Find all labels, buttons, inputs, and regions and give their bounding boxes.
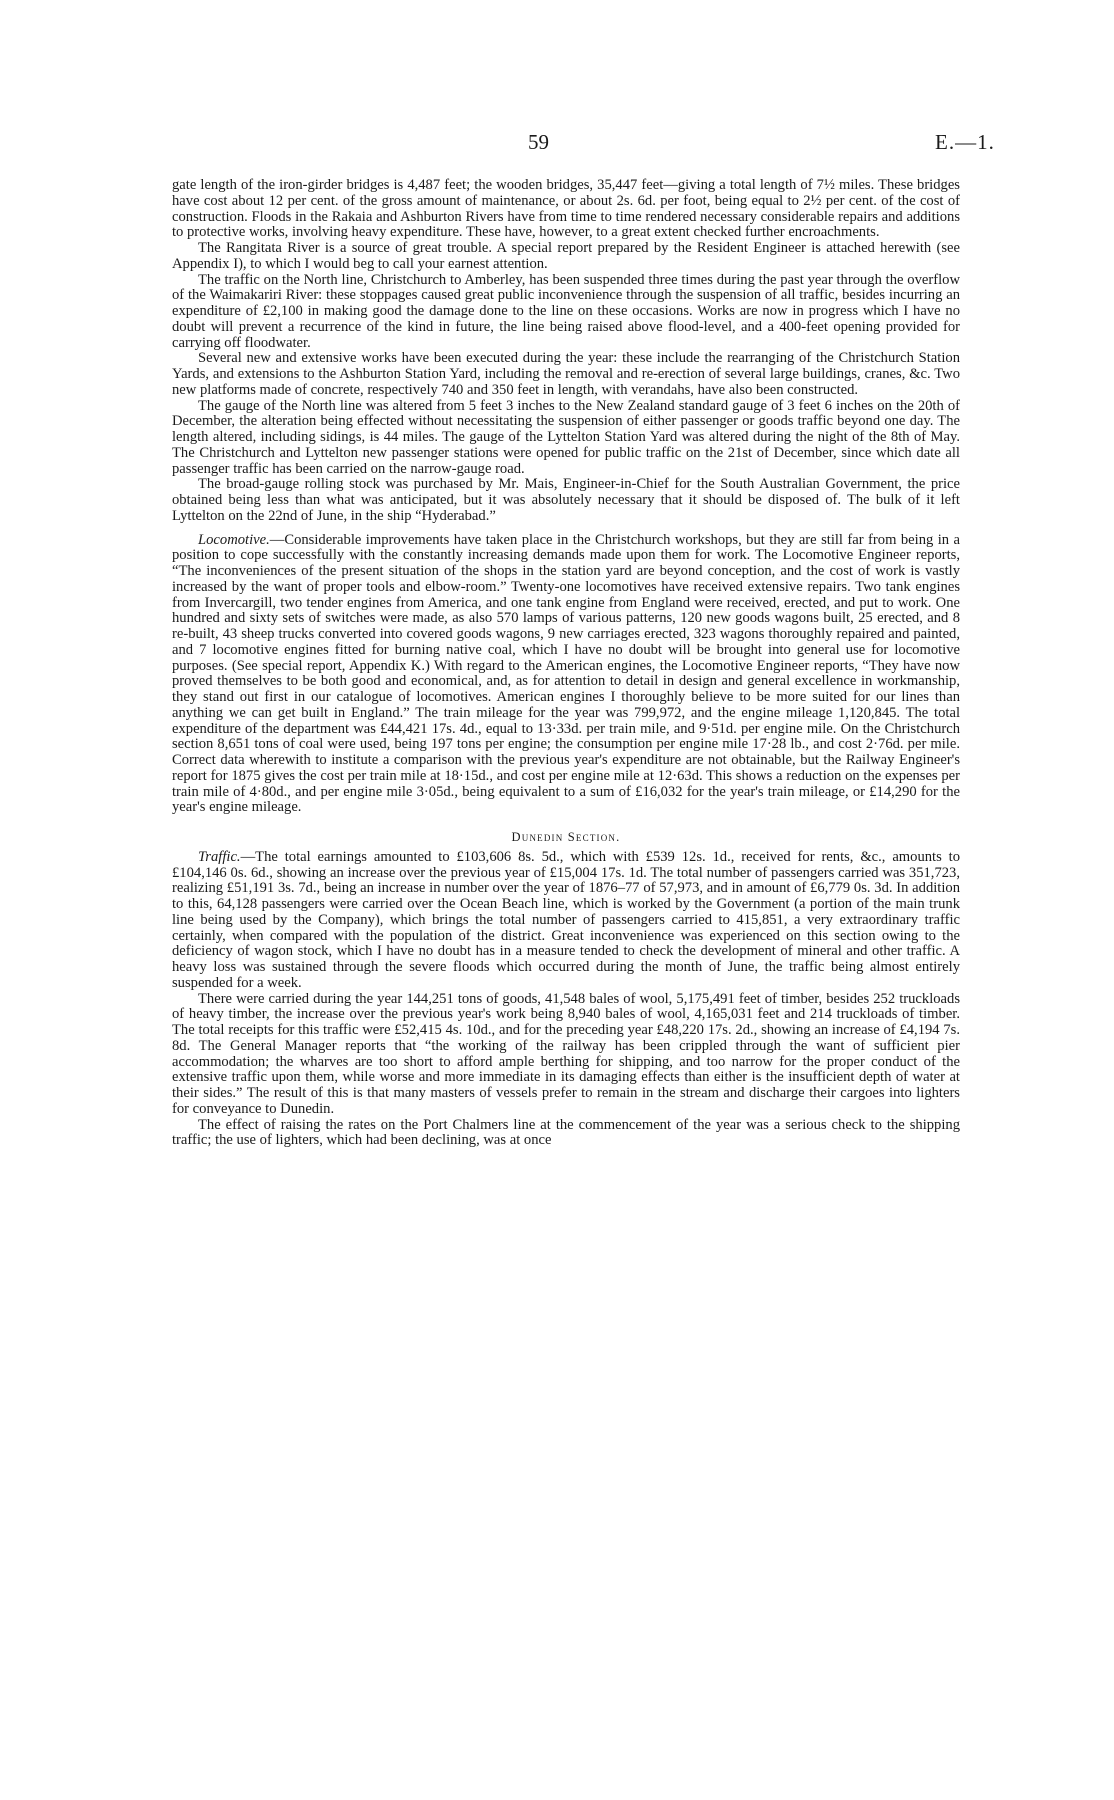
paragraph-new-works: Several new and extensive works have been executed during the year: these include the rearranging of the Christchurch Station Yards, and extensions to the Ashburton Station Yard, including the removal and re-erection of several large buildings, cranes, &c. Two new platforms made of concrete, respectively 740 and 350 feet in length, with verandahs, have also been constructed. [172,350,960,398]
paragraph-traffic: Traffic.—The total earnings amounted to £103,606 8s. 5d., which with £539 12s. 1d., received for rents, &c., amounts to £104,146 0s. 6d., showing an increase over the previous year of £15,004 17s. 1d. The total number of passengers carried was 351,723, realizing £51,191 3s. 7d., being an increase in number over the year of 1876–77 of 57,973, and in amount of £6,779 0s. 3d. In addition to this, 64,128 passengers were carried over the Ocean Beach line, which is worked by the Government (a portion of the main trunk line being used by the Company), which brings the total number of passengers carried to 415,851, a very extraordinary traffic certainly, when compared with the population of the district. Great inconvenience was experienced on this section owing to the deficiency of wagon stock, which I have no doubt has in a measure tended to check the development of mineral and other traffic. A heavy loss was sustained through the severe floods which occurred during the month of June, the traffic being almost entirely suspended for a week. [172,848,960,991]
paragraph-port-chalmers: The effect of raising the rates on the Port Chalmers line at the commencement of the year was a serious check to the shipping traffic; the use of lighters, which had been declining, was at once [172,1116,960,1149]
paragraph-goods: There were carried during the year 144,251 tons of goods, 41,548 bales of wool, 5,175,491 feet of timber, besides 252 truckloads of heavy timber, the increase over the previous year's work being 8,940 bales of wool, 4,165,031 feet and 214 truckloads of timber. The total receipts for this traffic were £52,415 4s. 10d., and for the preceding year £48,220 17s. 2d., showing an increase of £4,194 7s. 8d. The General Manager reports that “the working of the railway has been crippled through the want of sufficient pier accommodation; the wharves are too short to afford ample berthing for shipping, and too narrow for the proper conduct of the extensive traffic upon them, while worse and more immediate in its damaging effects than either is the insufficient depth of water at their sides.” The result of this is that many masters of vessels prefer to remain in the stream and discharge their cargoes into lighters for conveyance to Dunedin. [172,990,960,1117]
paragraph-north-line: The traffic on the North line, Christchurch to Amberley, has been suspended three times during the past year through the overflow of the Waimakariri River: these stoppages caused great public inconvenience through the suspension of all traffic, besides incurring an expenditure of £2,100 in making good the damage done to the line on these occasions. Works are now in progress which I have no doubt will prevent a recurrence of the kind in future, the line being raised above flood-level, and a 400-feet opening provided for carrying off floodwater. [172,271,960,351]
paragraph-rangitata: The Rangitata River is a source of great trouble. A special report prepared by the Resident Engineer is attached herewith (see Appendix I), to which I would beg to call your earnest attention. [172,240,960,272]
paragraph-locomotive: Locomotive.—Considerable improvements have taken place in the Christchurch workshops, but they are still far from being in a position to cope successfully with the constantly increasing demands made upon them for work. The Locomotive Engineer reports, “The inconveniences of the present situation of the shops in the station yard are beyond conception, and the cost of work is vastly increased by the want of proper tools and elbow-room.” Twenty-one locomotives have received extensive repairs. Two tank engines from Invercargill, two tender engines from America, and one tank engine from England were received, erected, and put to work. One hundred and sixty sets of switches were made, as also 570 lamps of various patterns, 120 new goods wagons built, 25 erected, and 8 re-built, 43 sheep trucks converted into covered goods wagons, 9 new carriages erected, 323 wagons thoroughly repaired and painted, and 7 locomotive engines fitted for burning native coal, which I have no doubt will be brought into general use for locomotive purposes. (See special report, Appendix K.) With regard to the American engines, the Locomotive Engineer reports, “They have now proved themselves to be both good and economical, and, as for attention to detail in design and general excellence in workmanship, they stand out first in our catalogue of locomotives. American engines I thoroughly believe to be more suited for our lines than anything we can get built in England.” The train mileage for the year was 799,972, and the engine mileage 1,120,845. The total expenditure of the department was £44,421 17s. 4d., equal to 13·33d. per train mile, and 9·51d. per engine mile. On the Christchurch section 8,651 tons of coal were used, being 197 tons per engine; the consumption per engine mile 17·28 lb., and cost 2·76d. per mile. Correct data wherewith to institute a comparison with the previous year's expenditure are not obtainable, but the Railway Engineer's report for 1875 gives the cost per train mile at 18·15d., and cost per engine mile at 12·63d. This shows a reduction on the expenses per train mile of 4·80d., and per engine mile 3·05d., being equivalent to a sum of £16,032 for the year's train mileage, or £14,290 for the year's engine mileage. [172,531,960,816]
paragraph-lead: Locomotive. [198,531,270,548]
paragraph-gauge: The gauge of the North line was altered from 5 feet 3 inches to the New Zealand standard gauge of 3 feet 6 inches on the 20th of December, the alteration being effected without necessitating the suspension of either passenger or goods traffic beyond one day. The length altered, including sidings, is 44 miles. The gauge of the Lyttelton Station Yard was altered during the night of the 8th of May. The Christchurch and Lyttelton new passenger stations were opened for public traffic on the 21st of December, since which date all passenger traffic has been carried on the narrow-gauge road. [172,397,960,477]
paragraph-bridges: gate length of the iron-girder bridges is 4,487 feet; the wooden bridges, 35,447 feet—giving a total length of 7½ miles. These bridges have cost about 12 per cent. of the gross amount of maintenance, or about 2s. 6d. per foot, being equal to 2½ per cent. of the cost of construction. Floods in the Rakaia and Ashburton Rivers have from time to time rendered necessary considerable repairs and additions to protective works, involving heavy expenditure. These have, however, to a great extent checked further encroachments. [172,177,960,241]
paragraph-lead: Traffic. [198,848,241,865]
page-header [0,130,1114,166]
paragraph-rolling-stock: The broad-gauge rolling stock was purchased by Mr. Mais, Engineer-in-Chief for the South Australian Government, the price obtained being less than what was anticipated, but it was absolutely necessary that it should be disposed of. The bulk of it left Lyttelton on the 22nd of June, in the ship “Hyderabad.” [172,476,960,524]
page-body [172,178,960,1149]
section-heading: Dunedin Section. [511,830,621,844]
page-number: 59 [528,130,549,154]
document-reference: E.—1. [935,130,995,154]
